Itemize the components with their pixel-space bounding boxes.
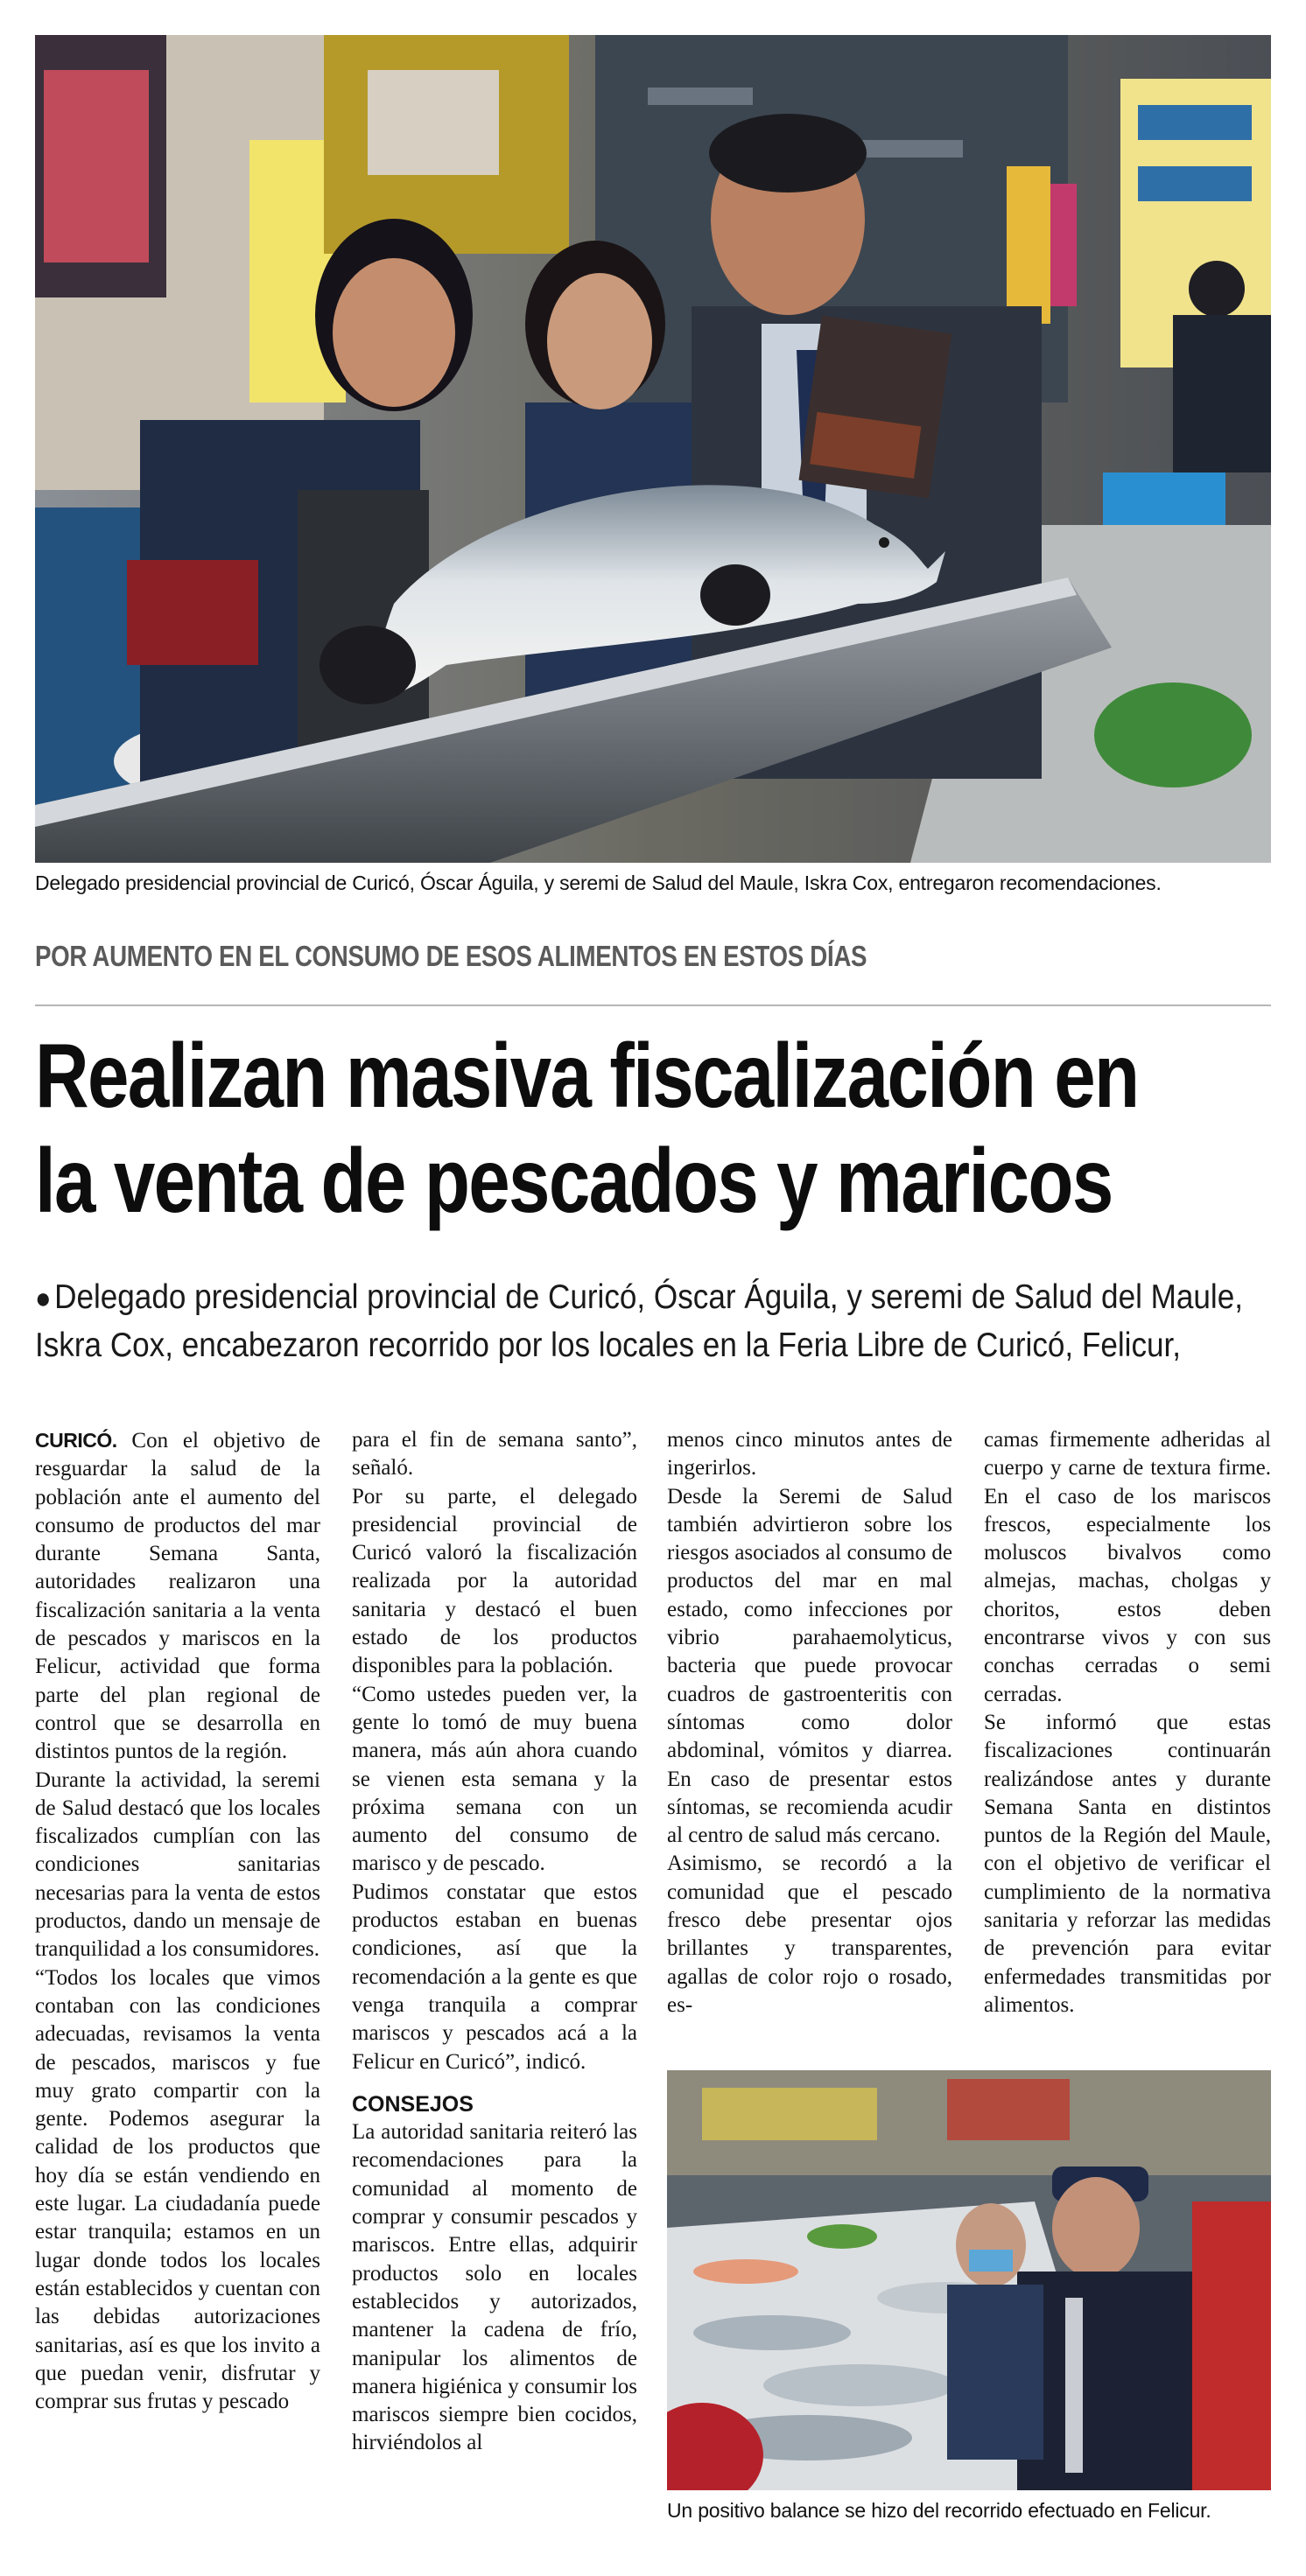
paragraph: Pudimos constatar que estos productos estaban en buenas condiciones, así que la recomendación a la gente es que venga tranquila a comprar mariscos y pescados acá a la Felicur en Curicó”, indicó. <box>352 1880 637 2074</box>
bullet-icon: ● <box>35 1282 52 1315</box>
paragraph: La autoridad sanitaria reiteró las recomendaciones para la comunidad al momento de comprar y consumir pescados y mariscos. Entre ellas, adquirir productos solo en locales establecidos y autorizados, mantener la cadena de frío, manipular los alimentos de manera higiénica y consumir los mariscos siempre bien cocidos, hirviéndolos al <box>352 2120 637 2455</box>
paragraph: Se informó que estas fiscalizaciones continuarán realizándose antes y durante Semana Santa en distintos puntos de la Región del Maule, con el objetivo de verificar el cumplimiento de la normativa sanitaria y reforzar las medidas de prevención para evitar enfermedades transmitidas por alimentos. <box>984 1710 1271 2017</box>
headline-line-2: la venta de pescados y maricos <box>35 1130 1113 1232</box>
paragraph: Durante la actividad, la seremi de Salud destacó que los locales fiscalizados cumplían con las condiciones sanitarias necesarias para la venta de estos productos, dando un mensaje de tranquilidad a los consumidores. <box>35 1768 320 1962</box>
paragraph: camas firmemente adheridas al cuerpo y carne de textura firme. En el caso de los mariscos frescos, especialmente los moluscos bivalvos como almejas, machas, cholgas y choritos, estos deben encontrarse vivos y con sus conchas cerradas o semi cerradas. <box>984 1428 1271 1706</box>
subhead-consejos: CONSEJOS <box>352 2091 474 2117</box>
dateline: CURICÓ. <box>35 1429 117 1452</box>
paragraph: Asimismo, se recordó a la comunidad que el pescado fresco debe presentar ojos brillantes y transparentes, agallas de color rojo o rosado, es- <box>667 1852 952 2017</box>
body-column-4 <box>984 1426 1271 2020</box>
bottom-photo-caption: Un positivo balance se hizo del recorrido efectuado en Felicur. <box>667 2499 1211 2522</box>
body-column-3 <box>667 1426 952 2020</box>
paragraph: CURICÓ. Con el objetivo de resguardar la salud de la población ante el aumento del consumo de productos del mar durante Semana Santa, autoridades realizaron una fiscalización sanitaria a la venta de pescados y mariscos en la Felicur, actividad que forma parte del plan regional de control que se desarrolla en distintos puntos de la región. <box>35 1429 320 1764</box>
divider-rule <box>35 1004 1271 1006</box>
body-column-2 <box>352 1426 637 2458</box>
paragraph: “Como ustedes pueden ver, la gente lo tomó de muy buena manera, más aún ahora cuando se vienen esta semana y la próxima semana con un aumento del consumo de marisco y de pescado. <box>352 1682 637 1876</box>
bottom-photo <box>667 2070 1271 2490</box>
headline <box>35 1024 1226 1234</box>
top-photo-caption: Delegado presidencial provincial de Curicó, Óscar Águila, y seremi de Salud del Maule, Iskra Cox, entregaron recomendaciones. <box>35 872 1162 894</box>
deck-line-2: Iskra Cox, encabezaron recorrido por los locales en la Feria Libre de Curicó, Felicur, <box>35 1326 1182 1364</box>
fish-stall-photo <box>667 2070 1271 2490</box>
body-column-1 <box>35 1426 320 2416</box>
deck <box>35 1274 1243 1368</box>
paragraph: menos cinco minutos antes de ingerirlos. <box>667 1428 952 1480</box>
headline-line-1: Realizan masiva fiscalización en <box>35 1026 1139 1127</box>
paragraph: “Todos los locales que vimos contaban con las condiciones adecuadas, revisamos la venta de pescados, mariscos y fue muy grato compartir con la gente. Podemos asegurar la calidad de los productos que hoy día se están vendiendo en este lugar. La ciudadanía puede estar tranquila; estamos en un lugar donde todos los locales están establecidos y cuentan con las debidas autorizaciones sanitarias, así es que los invito a que puedan venir, disfrutar y comprar sus frutas y pescado <box>35 1965 320 2414</box>
kicker: POR AUMENTO EN EL CONSUMO DE ESOS ALIMENTOS EN ESTOS DÍAS <box>35 940 867 972</box>
paragraph: para el fin de semana santo”, señaló. <box>352 1428 637 1480</box>
top-photo <box>35 35 1271 863</box>
paragraph: Desde la Seremi de Salud también advirtieron sobre los riesgos asociados al consumo de productos del mar en mal estado, como infecciones por vibrio parahaemolyticus, bacteria que puede provocar cuadros de gastroenteritis con síntomas como dolor abdominal, vómitos y diarrea. En caso de presentar estos síntomas, se recomienda acudir al centro de salud más cercano. <box>667 1484 952 1848</box>
deck-line-1: ●Delegado presidencial provincial de Curicó, Óscar Águila, y seremi de Salud del Maule, <box>35 1278 1243 1316</box>
paragraph: Por su parte, el delegado presidencial provincial de Curicó valoró la fiscalización realizada por la autoridad sanitaria y destacó el buen estado de los productos disponibles para la población. <box>352 1484 637 1678</box>
market-inspection-photo <box>35 35 1271 863</box>
